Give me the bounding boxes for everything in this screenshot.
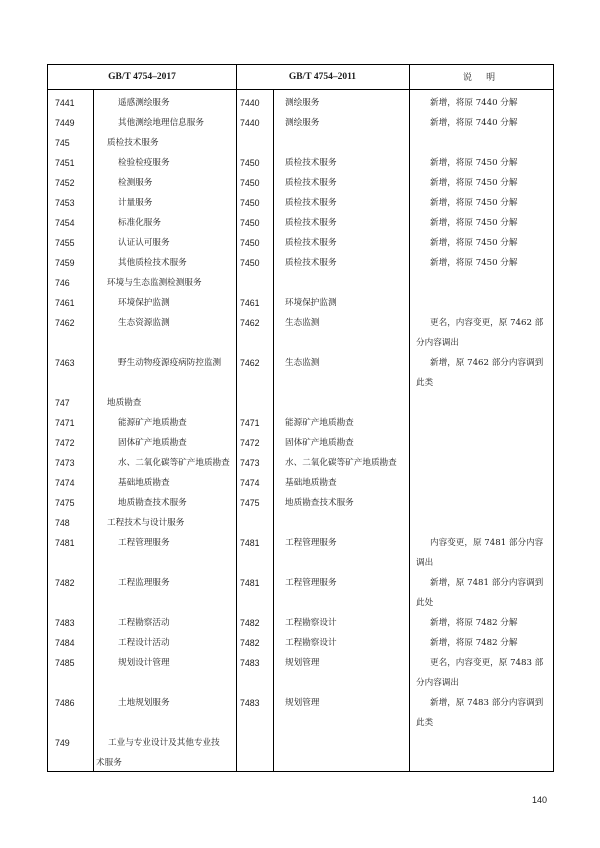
new-name: 工程勘察活动	[118, 618, 170, 628]
header-divider	[48, 89, 553, 90]
new-code: 7462	[55, 318, 75, 328]
note-text: 新增，将原 7482 分解	[430, 638, 518, 648]
old-code: 7450	[240, 258, 260, 268]
note-text: 新增，将原 7450 分解	[430, 158, 518, 168]
new-name: 水、二氧化碳等矿产地质勘查	[118, 458, 230, 468]
new-code: 7472	[55, 438, 75, 448]
new-name: 工业与专业设计及其他专业技术服务	[96, 738, 220, 768]
new-name: 认证认可服务	[118, 238, 170, 248]
new-code: 745	[55, 138, 70, 148]
new-code: 7484	[55, 638, 75, 648]
note-text: 更名，内容变更，原 7462 部分内容调出	[416, 318, 544, 348]
old-name: 质检技术服务	[285, 178, 337, 188]
new-name: 工程技术与设计服务	[107, 518, 185, 528]
new-code: 7461	[55, 298, 75, 308]
new-code: 7453	[55, 198, 75, 208]
new-name: 其他质检技术服务	[118, 258, 187, 268]
divider	[273, 89, 274, 771]
new-name: 工程管理服务	[118, 538, 170, 548]
old-name: 工程管理服务	[285, 578, 337, 588]
note-text: 内容变更，原 7481 部分内容调出	[416, 538, 544, 568]
new-name: 质检技术服务	[107, 138, 159, 148]
header-new-standard: GB/T 4754–2017	[108, 72, 176, 82]
old-code: 7474	[240, 478, 260, 488]
note-text: 新增，将原 7440 分解	[430, 98, 518, 108]
old-name: 工程管理服务	[285, 538, 337, 548]
old-code: 7461	[240, 298, 260, 308]
old-name: 生态监测	[285, 318, 320, 328]
new-code: 746	[55, 278, 70, 288]
note-text: 新增，将原 7482 分解	[430, 618, 518, 628]
note-text: 新增，将原 7440 分解	[430, 118, 518, 128]
new-name: 野生动物疫源疫病防控监测	[118, 358, 222, 368]
new-code: 7459	[55, 258, 75, 268]
new-code: 749	[55, 738, 70, 748]
old-code: 7482	[240, 618, 260, 628]
old-name: 工程勘察设计	[285, 618, 337, 628]
note-text: 新增，将原 7450 分解	[430, 218, 518, 228]
old-name: 质检技术服务	[285, 258, 337, 268]
note-text: 新增，原 7462 部分内容调到此类	[416, 358, 544, 388]
old-name: 固体矿产地质勘查	[285, 438, 354, 448]
old-name: 质检技术服务	[285, 218, 337, 228]
note-text: 更名，内容变更，原 7483 部分内容调出	[416, 658, 544, 688]
new-code: 7482	[55, 578, 75, 588]
divider	[93, 89, 94, 771]
new-name: 其他测绘地理信息服务	[118, 118, 204, 128]
new-code: 7441	[55, 98, 75, 108]
note-text: 新增，将原 7450 分解	[430, 238, 518, 248]
old-code: 7450	[240, 218, 260, 228]
new-code: 7475	[55, 498, 75, 508]
new-name: 规划设计管理	[118, 658, 170, 668]
old-name: 质检技术服务	[285, 238, 337, 248]
note-text: 新增，将原 7450 分解	[430, 258, 518, 268]
new-name: 能源矿产地质勘查	[118, 418, 187, 428]
old-code: 7462	[240, 358, 260, 368]
header-old-standard: GB/T 4754–2011	[288, 72, 357, 82]
new-name: 地质勘查	[107, 398, 142, 408]
conversion-table	[47, 64, 554, 772]
old-code: 7450	[240, 178, 260, 188]
note-text: 新增，将原 7450 分解	[430, 178, 518, 188]
new-name: 环境与生态监测检测服务	[107, 278, 202, 288]
new-code: 7449	[55, 118, 75, 128]
new-name: 地质勘查技术服务	[118, 498, 187, 508]
new-code: 7451	[55, 158, 75, 168]
new-name: 生态资源监测	[118, 318, 170, 328]
new-name: 环境保护监测	[118, 298, 170, 308]
old-code: 7450	[240, 158, 260, 168]
old-name: 基础地质勘查	[285, 478, 337, 488]
new-code: 7455	[55, 238, 75, 248]
new-name: 标准化服务	[118, 218, 161, 228]
new-name: 土地规划服务	[118, 698, 170, 708]
note-text: 新增，将原 7450 分解	[430, 198, 518, 208]
old-code: 7483	[240, 658, 260, 668]
new-name: 固体矿产地质勘查	[118, 438, 187, 448]
new-code: 7473	[55, 458, 75, 468]
note-text: 新增，原 7483 部分内容调到此类	[416, 698, 544, 728]
old-code: 7472	[240, 438, 260, 448]
old-code: 7450	[240, 198, 260, 208]
old-name: 能源矿产地质勘查	[285, 418, 354, 428]
old-code: 7481	[240, 538, 260, 548]
new-code: 7485	[55, 658, 75, 668]
old-name: 质检技术服务	[285, 158, 337, 168]
old-name: 地质勘查技术服务	[285, 498, 354, 508]
new-code: 7486	[55, 698, 75, 708]
old-code: 7481	[240, 578, 260, 588]
old-code: 7450	[240, 238, 260, 248]
divider	[409, 65, 410, 771]
old-name: 测绘服务	[285, 118, 320, 128]
new-code: 747	[55, 398, 70, 408]
new-code: 7483	[55, 618, 75, 628]
old-code: 7483	[240, 698, 260, 708]
new-name: 检验检疫服务	[118, 158, 170, 168]
old-name: 规划管理	[285, 658, 320, 668]
note-text: 新增，原 7481 部分内容调到此处	[416, 578, 544, 608]
old-name: 环境保护监测	[285, 298, 337, 308]
new-code: 7471	[55, 418, 75, 428]
page-number: 140	[532, 795, 548, 805]
new-name: 基础地质勘查	[118, 478, 170, 488]
divider	[236, 65, 237, 771]
new-code: 7474	[55, 478, 75, 488]
old-code: 7482	[240, 638, 260, 648]
old-code: 7473	[240, 458, 260, 468]
old-code: 7440	[240, 98, 260, 108]
new-code: 7452	[55, 178, 75, 188]
new-code: 7454	[55, 218, 75, 228]
old-code: 7471	[240, 418, 260, 428]
old-code: 7475	[240, 498, 260, 508]
old-name: 规划管理	[285, 698, 320, 708]
old-name: 工程勘察设计	[285, 638, 337, 648]
new-name: 检测服务	[118, 178, 153, 188]
old-name: 生态监测	[285, 358, 320, 368]
new-name: 工程监理服务	[118, 578, 170, 588]
new-name: 计量服务	[118, 198, 153, 208]
new-name: 遥感测绘服务	[118, 98, 170, 108]
new-code: 7463	[55, 358, 75, 368]
old-name: 水、二氧化碳等矿产地质勘查	[285, 458, 397, 468]
new-name: 工程设计活动	[118, 638, 170, 648]
header-note: 说 明	[462, 72, 502, 82]
old-name: 质检技术服务	[285, 198, 337, 208]
new-code: 7481	[55, 538, 75, 548]
old-code: 7462	[240, 318, 260, 328]
old-code: 7440	[240, 118, 260, 128]
old-name: 测绘服务	[285, 98, 320, 108]
new-code: 748	[55, 518, 70, 528]
